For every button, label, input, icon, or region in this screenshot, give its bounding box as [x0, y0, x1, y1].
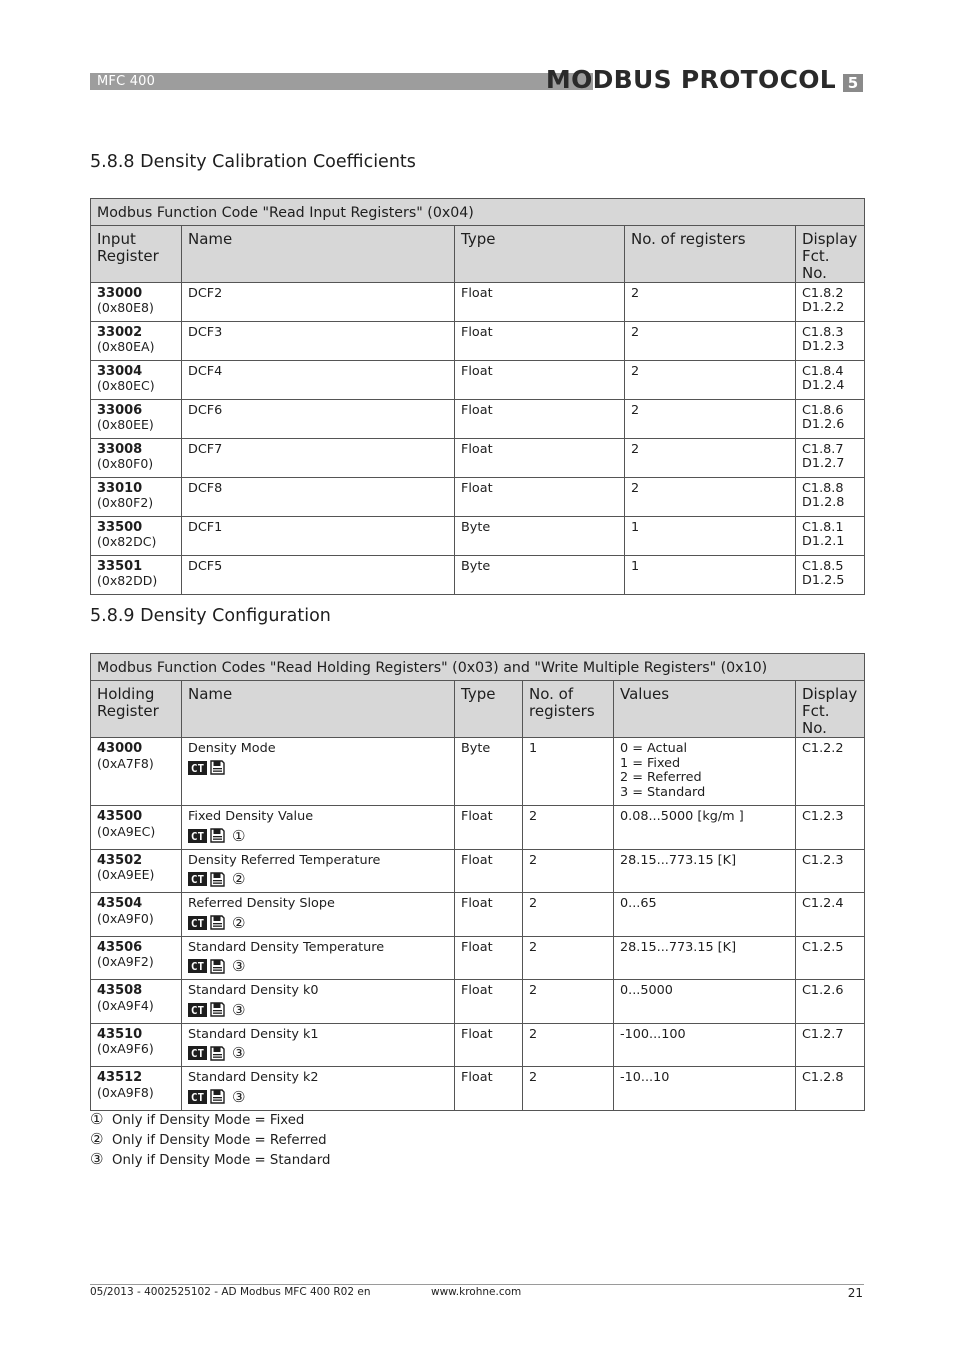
count-cell: 2	[523, 980, 614, 1024]
display-cell	[796, 517, 865, 556]
register-hex: (0xA9F8)	[97, 1084, 154, 1100]
svg-text:CT: CT	[190, 1047, 205, 1060]
table-row	[91, 556, 865, 595]
website-link[interactable]: www.krohne.com	[431, 1286, 522, 1298]
type-cell: Float	[455, 283, 625, 322]
name-cell: DCF2	[182, 283, 455, 322]
table-row	[91, 1067, 865, 1111]
save-disk-icon	[210, 959, 225, 974]
section-heading-density-calibration: 5.8.8 Density Calibration Coefficients	[90, 152, 416, 172]
count-cell: 1	[625, 517, 796, 556]
register-cell	[91, 738, 182, 806]
column-header: Type	[455, 226, 625, 283]
count-cell: 2	[625, 439, 796, 478]
register-cell	[91, 478, 182, 517]
display-fct-no: D1.2.3	[802, 339, 845, 354]
name-cell: DCF5	[182, 556, 455, 595]
register-address: 33004	[97, 364, 143, 379]
section-heading-density-configuration: 5.8.9 Density Configuration	[90, 606, 331, 626]
name-cell	[182, 738, 455, 806]
register-cell	[91, 283, 182, 322]
register-address: 43000	[97, 741, 143, 756]
column-header: Name	[182, 226, 455, 283]
register-address: 43506	[97, 939, 143, 955]
column-header: Name	[182, 681, 455, 738]
display-fct-no: C1.8.5	[802, 559, 844, 574]
access-icons	[188, 958, 448, 974]
type-cell: Float	[455, 936, 523, 980]
footnotes	[90, 1110, 330, 1170]
column-header: No. of registers	[523, 681, 614, 738]
values-cell	[614, 1023, 796, 1067]
register-hex: (0x80EC)	[97, 378, 155, 393]
name-cell	[182, 1023, 455, 1067]
type-cell: Float	[455, 400, 625, 439]
register-cell	[91, 361, 182, 400]
svg-text:CT: CT	[190, 960, 205, 973]
ct-icon	[188, 1003, 207, 1017]
svg-text:CT: CT	[190, 1003, 205, 1017]
table-row	[91, 738, 865, 806]
display-cell: C1.2.3	[796, 806, 865, 850]
count-cell: 1	[625, 556, 796, 595]
product-label: MFC 400	[97, 74, 156, 89]
value-line: -100...100	[620, 1026, 686, 1042]
display-fct-no: D1.2.7	[802, 456, 845, 471]
name-cell: DCF1	[182, 517, 455, 556]
footnote-reference: ③	[232, 1087, 246, 1106]
svg-text:CT: CT	[190, 916, 205, 930]
name-cell	[182, 893, 455, 937]
register-hex: (0xA9EE)	[97, 867, 155, 882]
register-hex: (0xA7F8)	[97, 755, 154, 771]
display-cell	[796, 361, 865, 400]
count-cell: 2	[523, 849, 614, 893]
count-cell: 2	[523, 1023, 614, 1067]
register-address: 33501	[97, 559, 143, 574]
register-address: 33010	[97, 481, 143, 496]
register-cell	[91, 556, 182, 595]
parameter-name: Standard Density k1	[188, 1026, 319, 1042]
register-address: 33008	[97, 442, 143, 457]
access-icons	[188, 1045, 448, 1061]
table-row	[91, 400, 865, 439]
count-cell: 2	[625, 400, 796, 439]
parameter-name: Referred Density Slope	[188, 896, 335, 911]
footer-rule	[90, 1284, 864, 1285]
display-cell	[796, 478, 865, 517]
name-cell: DCF8	[182, 478, 455, 517]
register-address: 43504	[97, 896, 143, 911]
save-disk-icon	[210, 1089, 225, 1104]
footnote	[90, 1150, 330, 1170]
display-cell: C1.2.2	[796, 738, 865, 806]
type-cell: Byte	[455, 517, 625, 556]
access-icons	[188, 871, 448, 887]
table-row	[91, 361, 865, 400]
values-cell	[614, 806, 796, 850]
count-cell: 2	[523, 806, 614, 850]
column-header: Type	[455, 681, 523, 738]
type-cell: Float	[455, 980, 523, 1024]
value-line: 28.15...773.15 [K]	[620, 939, 737, 955]
save-disk-icon	[210, 915, 225, 930]
register-address: 43500	[97, 809, 143, 824]
values-cell	[614, 1067, 796, 1111]
footnote-mark: ①	[90, 1110, 104, 1128]
parameter-name: Fixed Density Value	[188, 809, 314, 824]
register-cell	[91, 400, 182, 439]
input-registers-table	[90, 198, 865, 595]
name-cell: DCF3	[182, 322, 455, 361]
type-cell: Float	[455, 1067, 523, 1111]
register-cell	[91, 936, 182, 980]
display-cell: C1.2.7	[796, 1023, 865, 1067]
value-line: -10...10	[620, 1070, 670, 1085]
column-header: Display Fct. No.	[796, 681, 865, 738]
display-cell: C1.2.6	[796, 980, 865, 1024]
footnote-text: Only if Density Mode = Referred	[112, 1133, 327, 1148]
display-cell: C1.2.8	[796, 1067, 865, 1111]
register-hex: (0x82DD)	[97, 573, 158, 588]
register-hex: (0xA9F4)	[97, 997, 154, 1013]
count-cell: 2	[523, 1067, 614, 1111]
display-fct-no: D1.2.4	[802, 378, 845, 393]
value-line: 0.08...5000 [kg/m ]	[620, 809, 744, 824]
table-row	[91, 893, 865, 937]
type-cell: Float	[455, 849, 523, 893]
chapter-number: 5	[843, 74, 863, 92]
footnote-reference: ③	[232, 1000, 246, 1019]
footnote-text: Only if Density Mode = Fixed	[112, 1113, 305, 1128]
register-hex: (0x82DC)	[97, 534, 157, 549]
parameter-name: Standard Density k2	[188, 1070, 319, 1085]
ct-icon	[188, 1090, 207, 1104]
type-cell: Float	[455, 806, 523, 850]
column-header: Display Fct. No.	[796, 226, 865, 283]
ct-icon	[188, 1046, 207, 1060]
footnote-text: Only if Density Mode = Standard	[112, 1153, 331, 1168]
footnote-reference: ③	[232, 957, 246, 975]
register-hex: (0x80F0)	[97, 456, 154, 471]
display-cell: C1.2.3	[796, 849, 865, 893]
display-fct-no: D1.2.5	[802, 573, 845, 588]
display-fct-no: C1.8.4	[802, 364, 844, 379]
count-cell: 2	[625, 361, 796, 400]
type-cell: Byte	[455, 556, 625, 595]
table-row	[91, 322, 865, 361]
footnote	[90, 1110, 330, 1130]
save-disk-icon	[210, 1002, 225, 1017]
register-hex: (0x80F2)	[97, 495, 154, 510]
svg-text:CT: CT	[190, 761, 205, 775]
table-caption: Modbus Function Codes "Read Holding Registers" (0x03) and "Write Multiple Registers" (0x10)	[91, 654, 865, 681]
name-cell	[182, 1067, 455, 1111]
column-header: No. of registers	[625, 226, 796, 283]
display-fct-no: D1.2.6	[802, 417, 845, 432]
save-disk-icon	[210, 872, 225, 887]
register-address: 33006	[97, 403, 143, 418]
display-fct-no: C1.8.8	[802, 481, 844, 496]
count-cell: 2	[625, 283, 796, 322]
register-address: 43508	[97, 983, 143, 998]
count-cell: 2	[625, 322, 796, 361]
ct-icon	[188, 872, 207, 886]
register-cell	[91, 439, 182, 478]
values-cell	[614, 980, 796, 1024]
access-icons	[188, 1002, 448, 1018]
access-icons	[188, 1089, 448, 1105]
name-cell	[182, 849, 455, 893]
values-cell	[614, 738, 796, 806]
table-caption: Modbus Function Code "Read Input Registers" (0x04)	[91, 199, 865, 226]
header-bar	[90, 73, 593, 90]
register-cell	[91, 322, 182, 361]
table-row	[91, 936, 865, 980]
save-disk-icon	[210, 760, 225, 775]
svg-text:CT: CT	[190, 829, 205, 843]
register-hex: (0x80E8)	[97, 300, 154, 315]
display-fct-no: C1.8.7	[802, 442, 844, 457]
access-icons	[188, 915, 448, 931]
parameter-name: Density Referred Temperature	[188, 852, 381, 868]
name-cell	[182, 936, 455, 980]
ct-icon	[188, 829, 207, 843]
ct-icon	[188, 916, 207, 930]
value-line: 0...5000	[620, 983, 673, 998]
type-cell: Float	[455, 478, 625, 517]
type-cell: Byte	[455, 738, 523, 806]
page-number: 21	[847, 1286, 863, 1300]
column-header: Input Register	[91, 226, 182, 283]
register-address: 43510	[97, 1026, 143, 1042]
display-cell: C1.2.5	[796, 936, 865, 980]
display-fct-no: C1.8.3	[802, 325, 844, 340]
value-line: 0 = Actual	[620, 741, 688, 756]
values-cell	[614, 893, 796, 937]
save-disk-icon	[210, 1046, 225, 1061]
ct-icon	[188, 761, 207, 775]
parameter-name: Density Mode	[188, 741, 276, 756]
register-cell	[91, 980, 182, 1024]
display-fct-no: C1.8.1	[802, 520, 844, 535]
save-disk-icon	[210, 828, 225, 843]
register-hex: (0xA9F0)	[97, 910, 154, 926]
ct-icon	[188, 959, 207, 973]
register-hex: (0x80EA)	[97, 339, 155, 354]
value-line: 2 = Referred	[620, 770, 702, 785]
display-fct-no: D1.2.1	[802, 534, 845, 549]
table-row	[91, 478, 865, 517]
access-icons	[188, 760, 448, 776]
parameter-name: Standard Density Temperature	[188, 939, 385, 955]
footnote-reference: ②	[232, 870, 246, 888]
table-row	[91, 283, 865, 322]
display-cell	[796, 556, 865, 595]
register-hex: (0xA9EC)	[97, 823, 156, 839]
name-cell	[182, 980, 455, 1024]
footnote-mark: ②	[90, 1130, 104, 1148]
column-header: Holding Register	[91, 681, 182, 738]
type-cell: Float	[455, 322, 625, 361]
name-cell	[182, 806, 455, 850]
register-hex: (0xA9F2)	[97, 954, 154, 969]
register-address: 43502	[97, 852, 143, 868]
type-cell: Float	[455, 361, 625, 400]
display-cell: C1.2.4	[796, 893, 865, 937]
name-cell: DCF4	[182, 361, 455, 400]
display-fct-no: D1.2.8	[802, 495, 845, 510]
table-row	[91, 517, 865, 556]
register-address: 33000	[97, 286, 143, 301]
svg-text:CT: CT	[190, 873, 205, 886]
footnote-reference: ②	[232, 913, 246, 932]
display-cell	[796, 283, 865, 322]
register-hex: (0xA9F6)	[97, 1041, 154, 1056]
count-cell: 2	[523, 936, 614, 980]
register-cell	[91, 517, 182, 556]
name-cell: DCF7	[182, 439, 455, 478]
footnote	[90, 1130, 330, 1150]
table-row	[91, 849, 865, 893]
parameter-name: Standard Density k0	[188, 983, 319, 998]
table-row	[91, 439, 865, 478]
footnote-reference: ③	[232, 1044, 246, 1062]
count-cell: 2	[523, 893, 614, 937]
display-cell	[796, 400, 865, 439]
register-address: 33002	[97, 325, 143, 340]
register-hex: (0x80EE)	[97, 417, 154, 432]
register-cell	[91, 1067, 182, 1111]
register-address: 33500	[97, 520, 143, 535]
name-cell: DCF6	[182, 400, 455, 439]
document-reference: 05/2013 - 4002525102 - AD Modbus MFC 400 R02 en	[90, 1286, 371, 1298]
type-cell: Float	[455, 1023, 523, 1067]
display-cell	[796, 439, 865, 478]
svg-text:CT: CT	[190, 1090, 205, 1104]
display-fct-no: C1.8.6	[802, 403, 844, 418]
values-cell	[614, 936, 796, 980]
table-row	[91, 980, 865, 1024]
value-line: 1 = Fixed	[620, 755, 681, 771]
value-line: 28.15...773.15 [K]	[620, 852, 737, 868]
register-address: 43512	[97, 1070, 143, 1085]
type-cell: Float	[455, 439, 625, 478]
count-cell: 2	[625, 478, 796, 517]
holding-registers-table	[90, 653, 865, 1111]
register-cell	[91, 893, 182, 937]
access-icons	[188, 828, 448, 844]
register-cell	[91, 806, 182, 850]
display-fct-no: C1.8.2	[802, 286, 844, 301]
chapter-title: MODBUS PROTOCOL	[545, 65, 836, 94]
value-line: 0...65	[620, 896, 657, 911]
column-header: Values	[614, 681, 796, 738]
type-cell: Float	[455, 893, 523, 937]
table-row	[91, 806, 865, 850]
register-cell	[91, 849, 182, 893]
register-cell	[91, 1023, 182, 1067]
table-row	[91, 1023, 865, 1067]
footnote-mark: ③	[90, 1150, 104, 1168]
value-line: 3 = Standard	[620, 784, 706, 800]
count-cell: 1	[523, 738, 614, 806]
values-cell	[614, 849, 796, 893]
display-cell	[796, 322, 865, 361]
footnote-reference: ①	[232, 826, 246, 845]
display-fct-no: D1.2.2	[802, 300, 845, 315]
